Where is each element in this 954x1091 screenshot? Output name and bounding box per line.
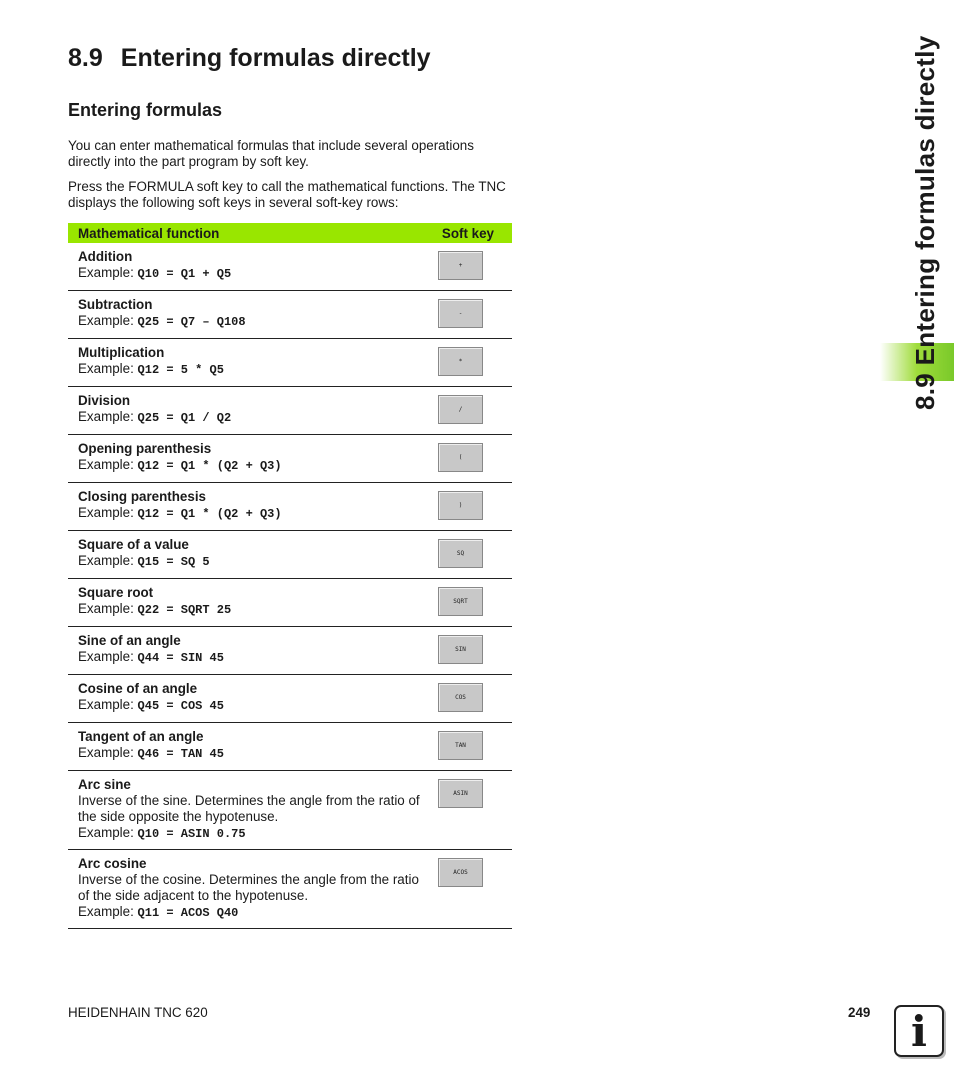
example: Example: Q45 = COS 45	[78, 697, 224, 713]
soft-key-button[interactable]: ASIN	[438, 779, 483, 808]
function-name: Tangent of an angle	[78, 729, 204, 744]
table-row	[68, 771, 512, 850]
example: Example: Q22 = SQRT 25	[78, 601, 232, 617]
function-cell	[78, 729, 224, 763]
function-cell	[78, 777, 423, 842]
function-cell	[78, 856, 423, 921]
soft-key-button[interactable]: /	[438, 395, 483, 424]
soft-key-button[interactable]: ACOS	[438, 858, 483, 887]
table-row	[68, 291, 512, 339]
function-name: Addition	[78, 249, 133, 264]
subsection-title: Entering formulas	[68, 100, 223, 120]
info-icon: i	[894, 1005, 944, 1057]
table-row	[68, 531, 512, 579]
function-name: Arc sine	[78, 777, 131, 792]
table-row	[68, 850, 512, 929]
example: Example: Q10 = Q1 + Q5	[78, 265, 232, 281]
table-header: Mathematical function Soft key	[68, 223, 512, 243]
table-row	[68, 243, 512, 291]
example: Example: Q10 = ASIN 0.75	[78, 825, 246, 841]
table-row	[68, 339, 512, 387]
footer-text: HEIDENHAIN TNC 620	[68, 1005, 208, 1020]
intro-paragraph: You can enter mathematical formulas that include several operations directly into the part program by soft key.	[68, 138, 474, 169]
function-name: Sine of an angle	[78, 633, 181, 648]
function-cell	[78, 393, 231, 427]
table-row	[68, 579, 512, 627]
function-cell	[78, 489, 282, 523]
soft-key-button[interactable]: +	[438, 251, 483, 280]
example: Example: Q12 = Q1 * (Q2 + Q3)	[78, 457, 282, 473]
soft-key-button[interactable]: SQ	[438, 539, 483, 568]
example: Example: Q46 = TAN 45	[78, 745, 224, 761]
function-name: Square of a value	[78, 537, 189, 552]
example: Example: Q15 = SQ 5	[78, 553, 210, 569]
page-title: 8.9 Entering formulas directly	[68, 44, 431, 72]
table-row	[68, 483, 512, 531]
function-cell	[78, 345, 224, 379]
example: Example: Q12 = Q1 * (Q2 + Q3)	[78, 505, 282, 521]
function-cell	[78, 633, 224, 667]
function-description: Inverse of the cosine. Determines the angle from the ratio of the side adjacent to the hypotenuse.	[78, 872, 419, 903]
table-row	[68, 723, 512, 771]
function-name: Division	[78, 393, 131, 408]
soft-key-button[interactable]: (	[438, 443, 483, 472]
function-name: Square root	[78, 585, 154, 600]
function-name: Subtraction	[78, 297, 153, 312]
function-name: Cosine of an angle	[78, 681, 198, 696]
function-cell	[78, 585, 231, 619]
functions-table	[68, 223, 512, 929]
side-tab-label: 8.9 Entering formulas directly	[910, 35, 940, 410]
table-row	[68, 627, 512, 675]
soft-key-button[interactable]: )	[438, 491, 483, 520]
soft-key-button[interactable]: *	[438, 347, 483, 376]
function-name: Arc cosine	[78, 856, 147, 871]
example: Example: Q44 = SIN 45	[78, 649, 224, 665]
example: Example: Q12 = 5 * Q5	[78, 361, 224, 377]
function-description: Inverse of the sine. Determines the angle from the ratio of the side opposite the hypotenuse.	[78, 793, 420, 824]
soft-key-button[interactable]: SQRT	[438, 587, 483, 616]
table-row	[68, 435, 512, 483]
soft-key-button[interactable]: COS	[438, 683, 483, 712]
soft-key-button[interactable]: TAN	[438, 731, 483, 760]
function-cell	[78, 537, 210, 571]
function-name: Opening parenthesis	[78, 441, 212, 456]
soft-key-button[interactable]: SIN	[438, 635, 483, 664]
instruction-paragraph: Press the FORMULA soft key to call the mathematical functions. The TNC displays the following soft keys in several soft-key rows:	[68, 179, 506, 210]
function-name: Multiplication	[78, 345, 165, 360]
soft-key-button[interactable]: -	[438, 299, 483, 328]
table-row	[68, 387, 512, 435]
function-name: Closing parenthesis	[78, 489, 206, 504]
function-cell	[78, 297, 246, 331]
table-row	[68, 675, 512, 723]
function-cell	[78, 249, 231, 283]
page-number: 249	[848, 1005, 871, 1020]
example: Example: Q11 = ACOS Q40	[78, 904, 239, 920]
example: Example: Q25 = Q1 / Q2	[78, 409, 232, 425]
example: Example: Q25 = Q7 – Q108	[78, 313, 246, 329]
function-cell	[78, 441, 282, 475]
function-cell	[78, 681, 224, 715]
